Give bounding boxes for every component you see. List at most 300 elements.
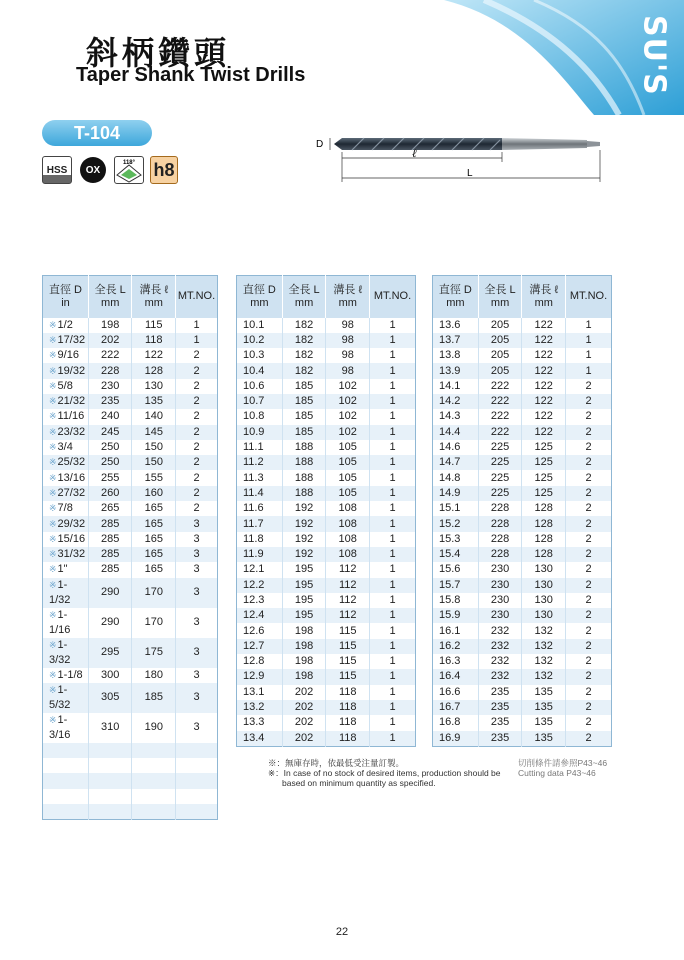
table-cell <box>282 425 326 440</box>
cell-value: 15.7 <box>439 578 461 591</box>
no-stock-marker: ※ <box>49 487 57 498</box>
table-row <box>43 394 218 409</box>
table-cell <box>176 333 218 348</box>
table-row <box>433 425 612 440</box>
table-cell <box>43 363 89 378</box>
table-cell <box>237 532 283 547</box>
cell-value: 10.9 <box>243 425 265 438</box>
cell-value: 15.3 <box>439 532 461 545</box>
cell-value: 2 <box>193 456 200 469</box>
table-row <box>433 333 612 348</box>
table-cell <box>43 333 89 348</box>
table-cell <box>237 501 283 516</box>
table-cell <box>132 638 176 668</box>
table-row <box>237 593 416 608</box>
table-cell <box>132 713 176 743</box>
cell-value: 102 <box>338 379 357 392</box>
no-stock-marker: ※ <box>49 669 57 680</box>
cell-value: 235 <box>490 716 510 729</box>
cell-value: 135 <box>534 701 553 714</box>
table-cell <box>237 654 283 669</box>
cell-value: 135 <box>534 716 553 729</box>
table-cell <box>566 333 612 348</box>
cell-value: 125 <box>534 441 553 454</box>
cell-value: 10.4 <box>243 364 265 377</box>
table-cell <box>478 318 522 333</box>
column-header-text: 溝長 ℓ <box>529 283 559 296</box>
table-row <box>237 700 416 715</box>
cell-value: 16.9 <box>439 731 461 744</box>
cell-value: 2 <box>585 701 592 714</box>
table-cell <box>176 318 218 333</box>
table-cell <box>522 593 566 608</box>
cell-value: 16.2 <box>439 639 461 652</box>
cell-value: 205 <box>490 349 510 362</box>
cell-value: 1 <box>389 563 396 576</box>
stock-note-en: ※：In case of no stock of desired items, production should be based on minimum quantity as specified. <box>268 768 501 788</box>
table-cell <box>176 440 218 455</box>
table-row <box>433 700 612 715</box>
cell-value: 105 <box>338 471 357 484</box>
table-cell <box>433 470 479 485</box>
point-angle-icon <box>114 156 144 184</box>
table-row <box>43 470 218 485</box>
table-cell <box>88 516 132 531</box>
column-header-text: mm <box>250 296 269 309</box>
no-stock-marker: ※ <box>49 319 57 330</box>
table-cell <box>566 379 612 394</box>
table-cell <box>370 394 416 409</box>
table-cell <box>433 685 479 700</box>
cell-value: 1-1/16 <box>49 608 71 636</box>
table-cell <box>370 516 416 531</box>
table-mm-1 <box>236 275 416 747</box>
cell-value: 14.8 <box>439 471 461 484</box>
tolerance-h8-icon: h8 <box>150 156 178 184</box>
table-row <box>433 409 612 424</box>
table-cell <box>237 379 283 394</box>
table-cell <box>282 608 326 623</box>
table-cell <box>176 501 218 516</box>
table-cell <box>370 639 416 654</box>
table-cell <box>566 608 612 623</box>
cell-value: 198 <box>294 639 314 652</box>
cell-value: 132 <box>534 639 553 652</box>
table-cell <box>478 394 522 409</box>
cell-value: 132 <box>534 655 553 668</box>
table-cell <box>478 578 522 593</box>
cell-value: 300 <box>101 668 120 681</box>
cell-value: 118 <box>144 333 163 346</box>
cell-value: 108 <box>338 502 357 515</box>
table-cell <box>132 440 176 455</box>
cell-value: 118 <box>338 731 357 744</box>
table-cell <box>478 593 522 608</box>
table-row <box>237 731 416 747</box>
cell-value: 188 <box>294 456 314 469</box>
table-row <box>43 773 218 788</box>
cell-value: 2 <box>585 425 592 438</box>
table-cell <box>132 668 176 683</box>
cell-value: 15.1 <box>439 502 461 515</box>
cell-value: 1 <box>389 548 396 561</box>
table-row <box>433 731 612 747</box>
table-row <box>237 669 416 684</box>
cell-value: 135 <box>534 731 553 744</box>
cell-value: 130 <box>534 593 553 606</box>
cell-value: 11.7 <box>243 517 264 530</box>
cell-value: 27/32 <box>57 486 86 499</box>
no-stock-marker: ※ <box>49 442 57 453</box>
table-cell <box>522 333 566 348</box>
table-cell <box>433 715 479 730</box>
table-cell <box>326 593 370 608</box>
table-row <box>237 623 416 638</box>
cell-value: 2 <box>585 441 592 454</box>
table-cell <box>282 562 326 577</box>
table-cell <box>237 333 283 348</box>
cell-value: 165 <box>144 548 163 561</box>
table-cell <box>326 700 370 715</box>
cell-value: 222 <box>490 425 510 438</box>
table-row <box>43 578 218 608</box>
table-cell <box>88 363 132 378</box>
table-cell <box>478 547 522 562</box>
cell-value: 250 <box>101 441 120 454</box>
cell-value: 118 <box>338 716 357 729</box>
table-cell <box>370 348 416 363</box>
table-cell <box>282 532 326 547</box>
table-cell <box>176 455 218 470</box>
column-header-text: 溝長 ℓ <box>333 283 363 296</box>
table-cell <box>433 425 479 440</box>
cell-value: 222 <box>490 379 510 392</box>
no-stock-marker: ※ <box>49 350 57 361</box>
table-cell <box>566 440 612 455</box>
table-row <box>43 668 218 683</box>
table-cell <box>522 654 566 669</box>
table-cell <box>88 501 132 516</box>
table-cell <box>43 773 89 788</box>
table-cell <box>433 623 479 638</box>
cell-value: 195 <box>294 578 314 591</box>
column-header <box>43 276 89 318</box>
cell-value: 14.3 <box>439 410 461 423</box>
table-cell <box>522 440 566 455</box>
table-cell <box>433 654 479 669</box>
cell-value: 2 <box>193 441 200 454</box>
table-cell <box>282 578 326 593</box>
table-cell <box>282 318 326 333</box>
column-header <box>478 276 522 318</box>
cell-value: 122 <box>534 364 553 377</box>
cell-value: 2 <box>585 471 592 484</box>
table-cell <box>566 547 612 562</box>
ox-coating-icon <box>78 156 108 184</box>
table-cell <box>132 578 176 608</box>
table-cell <box>566 516 612 531</box>
cell-value: 11.8 <box>243 532 264 545</box>
cell-value: 245 <box>101 425 120 438</box>
table-cell <box>282 409 326 424</box>
table-cell <box>88 758 132 773</box>
table-cell <box>326 425 370 440</box>
table-cell <box>478 409 522 424</box>
table-cell <box>282 700 326 715</box>
table-cell <box>132 516 176 531</box>
cell-value: 195 <box>294 609 314 622</box>
table-cell <box>326 440 370 455</box>
cell-value: 16.3 <box>439 655 461 668</box>
cell-value: 170 <box>144 616 163 629</box>
cell-value: 122 <box>534 395 553 408</box>
cell-value: 2 <box>585 410 592 423</box>
cell-value: 165 <box>144 502 163 515</box>
cell-value: 1-1/8 <box>57 668 83 681</box>
table-row <box>433 501 612 516</box>
no-stock-marker: ※ <box>49 533 57 544</box>
table-cell <box>176 773 218 788</box>
table-cell <box>370 547 416 562</box>
table-cell <box>433 501 479 516</box>
cell-value: 15.9 <box>439 609 461 622</box>
cell-value: 112 <box>338 593 357 606</box>
angle-label: 118° <box>122 160 136 166</box>
cell-value: 1 <box>389 502 396 515</box>
cell-value: 2 <box>193 425 200 438</box>
cell-value: 232 <box>490 655 510 668</box>
no-stock-marker: ※ <box>49 549 57 560</box>
table-cell <box>326 654 370 669</box>
cell-value: 225 <box>490 456 510 469</box>
cell-value: 2 <box>193 349 200 362</box>
cell-value: 15.8 <box>439 593 461 606</box>
cell-value: 14.1 <box>439 379 461 392</box>
table-cell <box>132 743 176 758</box>
cell-value: 3/4 <box>57 441 73 454</box>
cell-value: 115 <box>144 318 163 331</box>
table-row <box>433 363 612 378</box>
table-cell <box>237 700 283 715</box>
table-cell <box>478 470 522 485</box>
table-cell <box>433 394 479 409</box>
cell-value: 1-3/16 <box>49 713 71 741</box>
cell-value: 12.6 <box>243 624 265 637</box>
cell-value: 10.6 <box>243 379 265 392</box>
table-cell <box>566 654 612 669</box>
cell-value: 112 <box>338 578 357 591</box>
cell-value: 1 <box>389 685 396 698</box>
table-cell <box>433 562 479 577</box>
table-cell <box>522 639 566 654</box>
cell-value: 198 <box>101 318 120 331</box>
cell-value: 222 <box>490 410 510 423</box>
table-cell <box>282 455 326 470</box>
table-cell <box>88 455 132 470</box>
column-header-text: MT.NO. <box>569 290 608 303</box>
table-cell <box>176 486 218 501</box>
cell-value: 118 <box>338 685 357 698</box>
table-row <box>43 425 218 440</box>
brand-logo: SU'S <box>636 14 672 96</box>
cell-value: 2 <box>193 502 200 515</box>
no-stock-marker: ※ <box>49 334 57 345</box>
table-cell <box>237 470 283 485</box>
cell-value: 232 <box>490 624 510 637</box>
cell-value: 14.6 <box>439 441 461 454</box>
table-cell <box>522 425 566 440</box>
page-title-en: Taper Shank Twist Drills <box>76 64 306 86</box>
table-cell <box>433 455 479 470</box>
table-cell <box>282 333 326 348</box>
table-row <box>43 501 218 516</box>
table-cell <box>433 409 479 424</box>
table-cell <box>370 731 416 747</box>
cell-value: 1 <box>389 410 396 423</box>
cell-value: 115 <box>338 655 357 668</box>
table-cell <box>370 700 416 715</box>
hss-label: HSS <box>46 164 68 176</box>
table-row <box>433 394 612 409</box>
table-cell <box>433 578 479 593</box>
table-cell <box>43 379 89 394</box>
table-cell <box>566 623 612 638</box>
table-cell <box>370 608 416 623</box>
cell-value: 1 <box>389 532 396 545</box>
table-row <box>237 532 416 547</box>
table-cell <box>522 578 566 593</box>
table-cell <box>522 731 566 747</box>
table-cell <box>282 470 326 485</box>
cell-value: 12.9 <box>243 670 265 683</box>
cell-value: 230 <box>490 563 510 576</box>
table-row <box>433 547 612 562</box>
table-cell <box>370 379 416 394</box>
cell-value: 125 <box>534 486 553 499</box>
table-cell <box>43 409 89 424</box>
cell-value: 190 <box>144 721 163 734</box>
table-cell <box>43 348 89 363</box>
table-cell <box>478 455 522 470</box>
cell-value: 1 <box>389 716 396 729</box>
table-cell <box>176 668 218 683</box>
column-header <box>433 276 479 318</box>
table-cell <box>326 409 370 424</box>
table-cell <box>43 486 89 501</box>
no-stock-marker: ※ <box>49 639 57 650</box>
column-header-text: in <box>61 296 70 309</box>
table-row <box>43 455 218 470</box>
cell-value: 14.4 <box>439 425 461 438</box>
cell-value: 180 <box>144 668 163 681</box>
table-cell <box>433 348 479 363</box>
cell-value: 188 <box>294 441 314 454</box>
table-cell <box>132 608 176 638</box>
table-row <box>237 425 416 440</box>
table-cell <box>433 516 479 531</box>
table-cell <box>88 773 132 788</box>
table-row <box>433 562 612 577</box>
cell-value: 1 <box>389 349 396 362</box>
table-row <box>433 348 612 363</box>
cell-value: 12.2 <box>243 578 265 591</box>
cell-value: 165 <box>144 532 163 545</box>
cell-value: 1 <box>389 701 396 714</box>
cell-value: 228 <box>490 517 510 530</box>
table-cell <box>433 440 479 455</box>
table-cell <box>43 804 89 819</box>
table-mm-2 <box>432 275 612 747</box>
cell-value: 185 <box>294 425 314 438</box>
table-cell <box>237 486 283 501</box>
table-cell <box>237 425 283 440</box>
cell-value: 19/32 <box>57 364 86 377</box>
table-cell <box>370 685 416 700</box>
cell-value: 295 <box>101 646 120 659</box>
column-header-text: 直徑 D <box>48 283 82 296</box>
table-cell <box>326 578 370 593</box>
table-row <box>43 743 218 758</box>
table-cell <box>88 333 132 348</box>
cell-value: 198 <box>294 655 314 668</box>
cell-value: 1" <box>57 563 68 576</box>
table-cell <box>176 608 218 638</box>
cell-value: 3 <box>193 532 200 545</box>
table-cell <box>88 547 132 562</box>
cell-value: 122 <box>534 349 553 362</box>
table-cell <box>478 440 522 455</box>
table-cell <box>522 685 566 700</box>
cell-value: 230 <box>490 609 510 622</box>
cell-value: 15.2 <box>439 517 461 530</box>
cell-value: 1 <box>193 333 200 346</box>
table-row <box>433 593 612 608</box>
dim-total-label: L <box>467 168 473 179</box>
table-row <box>433 578 612 593</box>
table-row <box>237 501 416 516</box>
table-cell <box>282 348 326 363</box>
cell-value: 202 <box>294 731 314 744</box>
table-cell <box>370 532 416 547</box>
table-cell <box>326 608 370 623</box>
table-cell <box>88 532 132 547</box>
cell-value: 202 <box>294 701 314 714</box>
cell-value: 13.4 <box>243 731 265 744</box>
table-cell <box>478 623 522 638</box>
table-cell <box>88 425 132 440</box>
cell-value: 3 <box>193 721 200 734</box>
table-cell <box>132 379 176 394</box>
cell-value: 108 <box>338 548 357 561</box>
table-cell <box>478 486 522 501</box>
table-cell <box>566 318 612 333</box>
cell-value: 2 <box>585 685 592 698</box>
table-row <box>43 379 218 394</box>
table-cell <box>176 562 218 577</box>
no-stock-marker: ※ <box>49 380 57 391</box>
cell-value: 7/8 <box>57 502 73 515</box>
table-cell <box>88 486 132 501</box>
cell-value: 305 <box>101 691 120 704</box>
table-cell <box>132 425 176 440</box>
table-cell <box>522 409 566 424</box>
table-cell <box>282 501 326 516</box>
cell-value: 1 <box>389 517 396 530</box>
table-cell <box>176 470 218 485</box>
table-cell <box>282 486 326 501</box>
cell-value: 2 <box>585 379 592 392</box>
cell-value: 1 <box>389 471 396 484</box>
